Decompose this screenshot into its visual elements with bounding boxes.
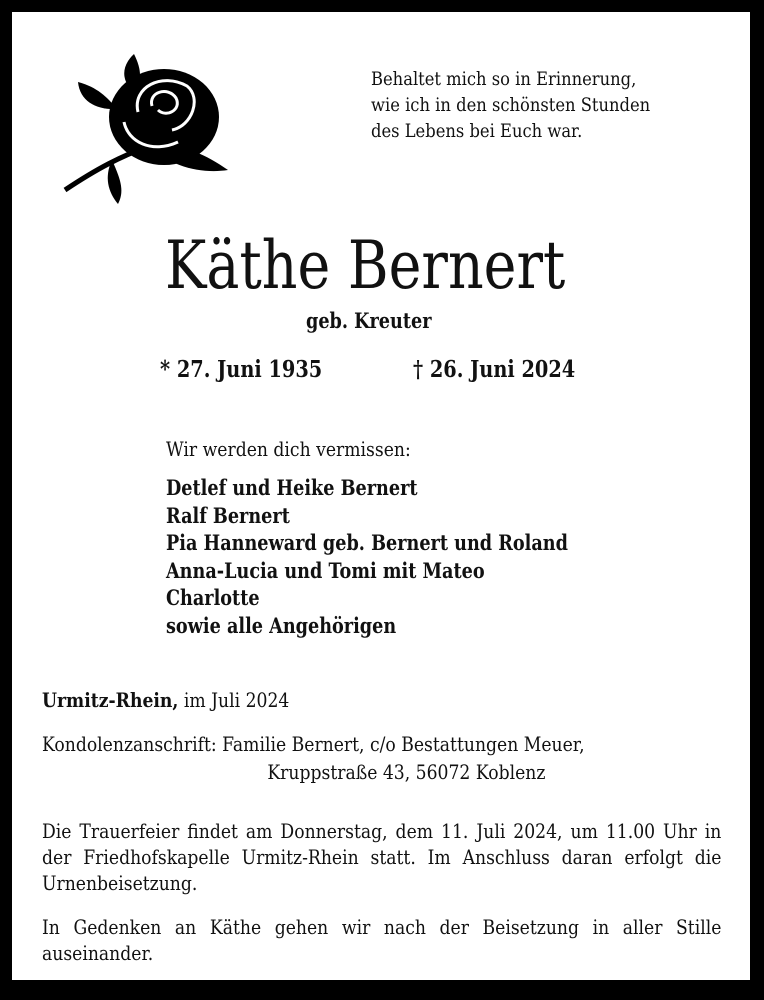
mourner: Ralf Bernert — [166, 502, 290, 528]
motto-line: Behaltet mich so in Erinnerung, — [371, 68, 637, 90]
place-town: Urmitz-Rhein, — [42, 688, 179, 712]
motto-verse — [371, 66, 650, 144]
condolence-line2: Kruppstraße 43, 56072 Koblenz — [267, 760, 546, 784]
deceased-name: Käthe Bernert — [165, 227, 566, 304]
death-date: † 26. Juni 2024 — [413, 356, 576, 383]
rose-icon — [52, 42, 232, 207]
mourner: Pia Hanneward geb. Bernert und Roland — [166, 530, 568, 555]
mourner: Detlef und Heike Bernert — [166, 475, 418, 500]
closing-text: In Gedenken an Käthe gehen wir nach der Beisetzung in aller Stille auseinander. — [42, 915, 722, 965]
funeral-text: Die Trauerfeier findet am Donnerstag, dem 11. Juli 2024, um 11.00 Uhr in der Friedhofskapelle Urmitz-Rhein statt. Im Anschluss daran erfolgt die Urnenbeisetzung. — [42, 819, 722, 895]
motto-line: des Lebens bei Euch war. — [371, 120, 583, 142]
obituary-notice — [12, 12, 750, 980]
place-date — [42, 688, 289, 712]
condolence-line1: Familie Bernert, c/o Bestattungen Meuer, — [222, 732, 585, 756]
mourners-list — [166, 474, 568, 639]
mourners-intro: Wir werden dich vermissen: — [166, 437, 411, 461]
condolence-address — [42, 730, 585, 786]
motto-line: wie ich in den schönsten Stunden — [371, 94, 651, 116]
mourner: Charlotte — [166, 585, 260, 610]
maiden-name: geb. Kreuter — [306, 308, 432, 333]
condolence-label: Kondolenzanschrift: — [42, 732, 217, 756]
birth-date: * 27. Juni 1935 — [160, 356, 323, 383]
place-date-text: im Juli 2024 — [183, 688, 290, 712]
mourner: sowie alle Angehörigen — [166, 612, 397, 638]
mourner: Anna-Lucia und Tomi mit Mateo — [166, 557, 485, 583]
